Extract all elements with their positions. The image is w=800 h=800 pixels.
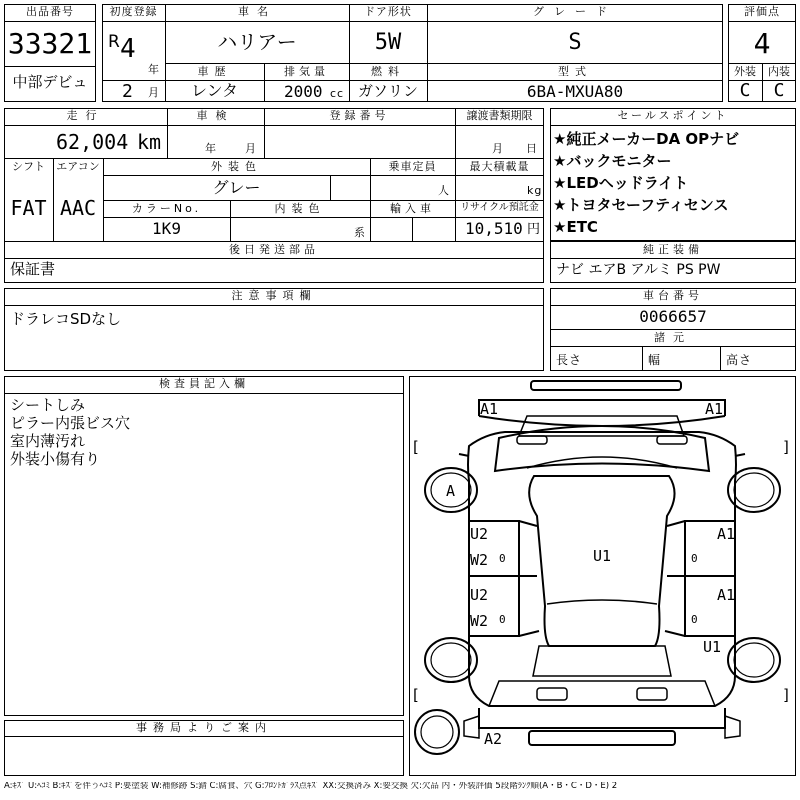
mark-right-rear-fender: U1 — [703, 638, 722, 656]
plate-label: 登録番号 — [329, 109, 390, 122]
color: グレー — [212, 178, 261, 197]
sales-point-item: ★LEDヘッドライト — [553, 174, 689, 192]
mark-left-rear-door-w: W2 — [470, 612, 489, 630]
bracket-right-1: ] — [783, 438, 789, 456]
grade-label: グレード — [533, 5, 617, 18]
inspector-note: 室内薄汚れ — [10, 432, 86, 450]
model-label: 型式 — [558, 65, 592, 78]
mark-left-front-door: U2 — [470, 525, 489, 543]
inspection-year-unit: 年 — [205, 142, 217, 155]
sales-points-label: セールスポイント — [617, 109, 729, 122]
later-parts: 保証書 — [10, 260, 56, 278]
model: 6BA-MXUA80 — [526, 82, 624, 101]
history-label: 車歴 — [197, 65, 232, 78]
lot-number: 33321 — [7, 27, 93, 60]
length-label: 長さ — [556, 353, 583, 367]
car-name: ハリアー — [217, 30, 297, 54]
reg-year: 4 — [120, 34, 136, 64]
dims-label: 諸元 — [654, 331, 692, 344]
interior-label: 内装 — [768, 65, 790, 78]
sales-point-item: ★トヨタセーフティセンス — [553, 196, 729, 214]
notes-value: ドラレコSDなし — [10, 310, 122, 328]
door-label: ドア形状 — [364, 5, 412, 18]
exterior-label: 外装 — [734, 65, 756, 78]
bracket-left-2: [ — [413, 686, 419, 704]
mark-left-rear-door: U2 — [470, 586, 489, 604]
load-unit: kg — [527, 184, 543, 197]
fuel-label: 燃料 — [371, 65, 405, 78]
car-name-label: 車名 — [238, 5, 276, 18]
history: レンタ — [191, 81, 238, 100]
later-parts-label: 後日発送部品 — [229, 243, 319, 256]
mark-zero-2: 0 — [499, 613, 507, 626]
inspector-note: ピラー内張ビス穴 — [10, 414, 131, 432]
height-label: 高さ — [726, 353, 753, 367]
sales-point-item: ★ETC — [553, 218, 598, 236]
lot-label: 出品番号 — [26, 5, 74, 18]
mark-rear: A2 — [484, 730, 503, 748]
notes-label: 注意事項欄 — [231, 289, 317, 302]
color-label: 外装色 — [211, 160, 262, 173]
mark-right-rear-door: A1 — [717, 586, 736, 604]
displacement: 2000 — [284, 82, 323, 101]
month-unit: 月 — [148, 86, 160, 99]
transfer-label: 譲渡書類期限 — [466, 109, 533, 122]
recycle-label: リサイクル預託金 — [460, 202, 539, 213]
color-no-label: カラーNo. — [131, 202, 202, 215]
inspector-note: シートしみ — [10, 396, 86, 414]
car-diagram — [409, 376, 796, 776]
color-no: 1K9 — [152, 219, 181, 238]
mileage-label: 走行 — [66, 109, 105, 122]
score: 4 — [753, 27, 771, 60]
ac: AAC — [59, 196, 97, 220]
inspector-label: 検査員記入欄 — [159, 377, 249, 390]
capacity-label: 乗車定員 — [388, 160, 437, 173]
import-label: 輸入車 — [390, 202, 435, 215]
shift-label: シフト — [12, 160, 45, 173]
displacement-unit: cc — [330, 87, 345, 100]
mark-roof: U1 — [593, 547, 612, 565]
shift: FAT — [10, 196, 47, 220]
inspector-note: 外装小傷有り — [10, 450, 101, 468]
grade: S — [568, 30, 582, 55]
reg-label: 初度登録 — [109, 5, 158, 18]
bracket-right-2: ] — [783, 686, 789, 704]
chassis-number: 0066657 — [639, 307, 707, 326]
mark-zero-1: 0 — [499, 552, 507, 565]
door-type: 5W — [374, 30, 402, 55]
mark-right-front-door: A1 — [717, 525, 736, 543]
reg-month: 2 — [122, 81, 133, 102]
width-label: 幅 — [648, 353, 662, 367]
ac-label: エアコン — [56, 160, 100, 173]
mark-left-front-door-w: W2 — [470, 551, 489, 569]
inspector-notes — [10, 396, 130, 468]
inspection-month-unit: 月 — [245, 142, 257, 155]
load-label: 最大積載量 — [469, 160, 530, 173]
transfer-day-unit: 日 — [526, 142, 538, 155]
displacement-label: 排気量 — [284, 65, 329, 78]
mark-front-left: A1 — [480, 400, 499, 418]
interior-color-unit: 系 — [354, 226, 366, 239]
fuel: ガソリン — [357, 82, 418, 100]
legend: A:ｷｽﾞ U:ﾍｺﾐ B:ｷｽﾞを伴うﾍｺﾐ P:要塗装 W:補修跡 S:錆 C:腐食、穴 G:ﾌﾛﾝﾄｶﾞﾗｽ点ｷｽﾞ XX:交換済み X:要交換 欠:欠品 内・外装評価 5段階ﾗﾝｸ順(A・B・C・D・E) 2 — [4, 782, 618, 791]
chassis-label: 車台番号 — [643, 289, 703, 302]
score-label: 評価点 — [744, 5, 780, 18]
mileage-unit: km — [137, 130, 162, 154]
auction-event: 中部デビュ — [12, 73, 88, 91]
mark-left-wheel-front: A — [446, 482, 456, 500]
genuine-equipment: ナビ エアB アルミ PS PW — [556, 262, 721, 278]
genuine-equipment-label: 純正装備 — [643, 243, 703, 256]
recycle-unit: 円 — [527, 222, 541, 237]
sales-point-item: ★バックモニター — [553, 152, 672, 170]
mark-zero-3: 0 — [691, 552, 699, 565]
bracket-left-1: [ — [413, 438, 419, 456]
mileage: 62,004 — [56, 130, 129, 154]
transfer-month-unit: 月 — [492, 142, 504, 155]
mark-front-right: A1 — [705, 400, 724, 418]
inspection-label: 車検 — [196, 109, 235, 122]
sales-points-list — [553, 128, 793, 238]
exterior-score: C — [739, 80, 751, 101]
era: R — [108, 32, 120, 52]
capacity-unit: 人 — [438, 184, 450, 197]
sales-point-item: ★純正メーカーDA OPナビ — [553, 130, 740, 148]
interior-score: C — [773, 80, 785, 101]
interior-color-label: 内装色 — [274, 202, 326, 215]
year-unit: 年 — [148, 63, 160, 76]
mark-zero-4: 0 — [691, 613, 699, 626]
office-label: 事務局よりご案内 — [136, 721, 272, 734]
recycle: 10,510 — [465, 219, 523, 238]
